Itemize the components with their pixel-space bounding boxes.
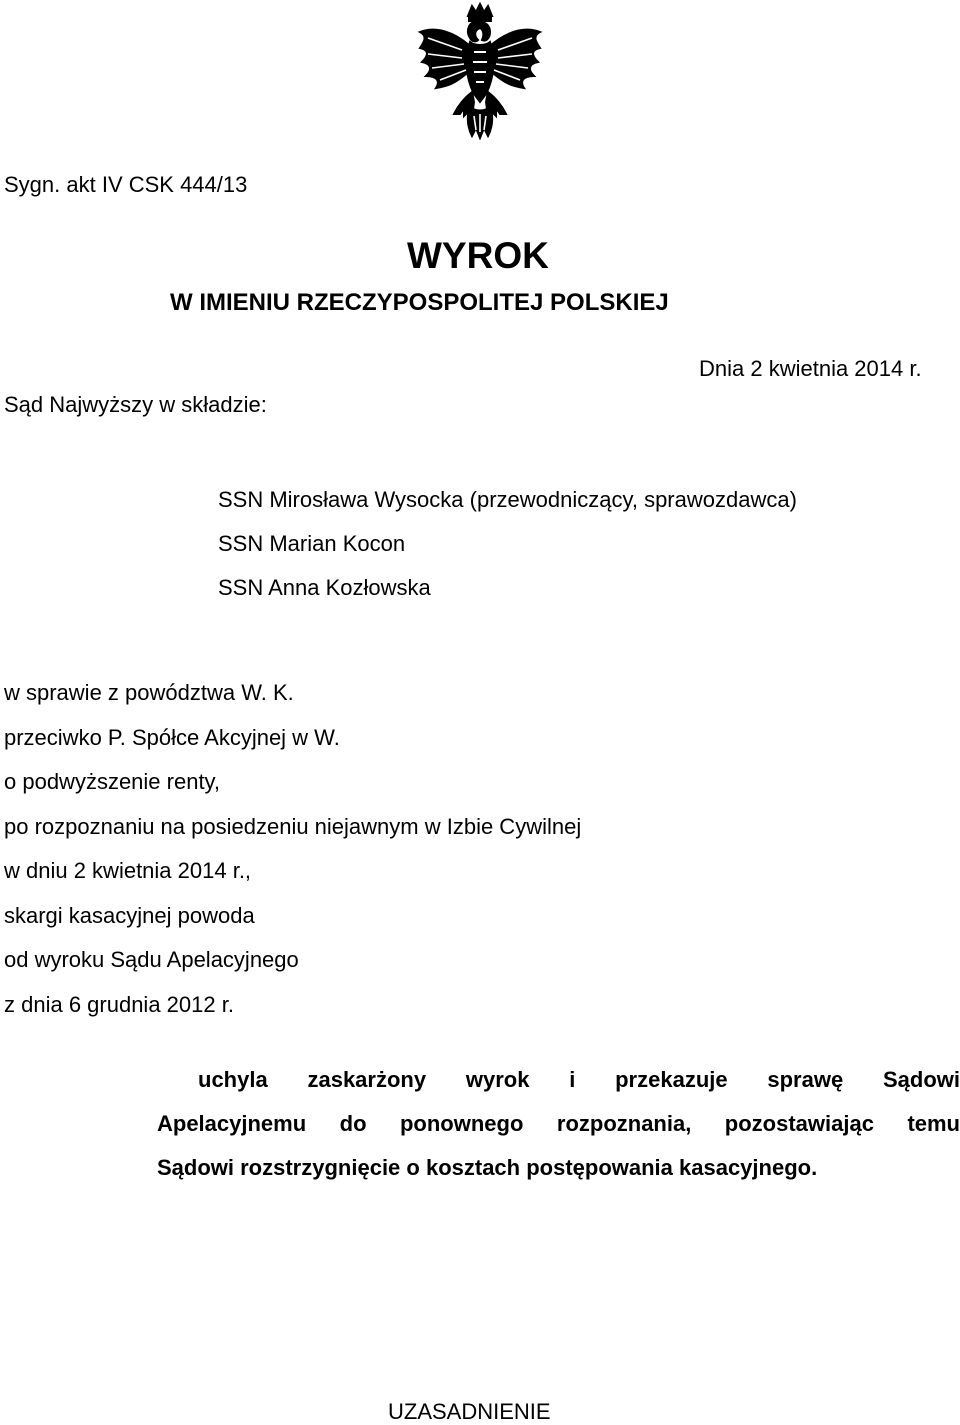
case-line: od wyroku Sądu Apelacyjnego xyxy=(4,947,299,972)
verdict-line: uchyla zaskarżony wyrok i przekazuje sprawę Sądowi xyxy=(198,1067,960,1092)
judge-line: SSN Mirosława Wysocka (przewodniczący, sprawozdawca) xyxy=(218,487,797,512)
verdict-line: Apelacyjnemu do ponownego rozpoznania, pozostawiając temu xyxy=(157,1111,960,1136)
court-composition-label: Sąd Najwyższy w składzie: xyxy=(4,392,267,417)
judge-line: SSN Marian Kocon xyxy=(218,531,406,556)
case-line: po rozpoznaniu na posiedzeniu niejawnym w Izbie Cywilnej xyxy=(4,814,582,839)
verdict-line: Sądowi rozstrzygnięcie o kosztach postępowania kasacyjnego. xyxy=(157,1155,818,1180)
case-line: skargi kasacyjnej powoda xyxy=(4,903,255,928)
polish-eagle-emblem xyxy=(414,2,546,140)
judge-line: SSN Anna Kozłowska xyxy=(218,575,431,600)
case-line: w dniu 2 kwietnia 2014 r., xyxy=(4,858,252,883)
case-line: przeciwko P. Spółce Akcyjnej w W. xyxy=(4,725,340,750)
verdict-paragraph xyxy=(157,1058,960,1190)
case-line: z dnia 6 grudnia 2012 r. xyxy=(4,992,234,1017)
reasoning-heading: UZASADNIENIE xyxy=(388,1399,551,1424)
document-title: WYROK xyxy=(407,235,549,276)
judgment-date: Dnia 2 kwietnia 2014 r. xyxy=(699,356,922,381)
document-subtitle: W IMIENIU RZECZYPOSPOLITEJ POLSKIEJ xyxy=(170,289,669,316)
case-line: w sprawie z powództwa W. K. xyxy=(4,680,294,705)
case-signature: Sygn. akt IV CSK 444/13 xyxy=(4,172,248,197)
case-line: o podwyższenie renty, xyxy=(4,769,221,794)
